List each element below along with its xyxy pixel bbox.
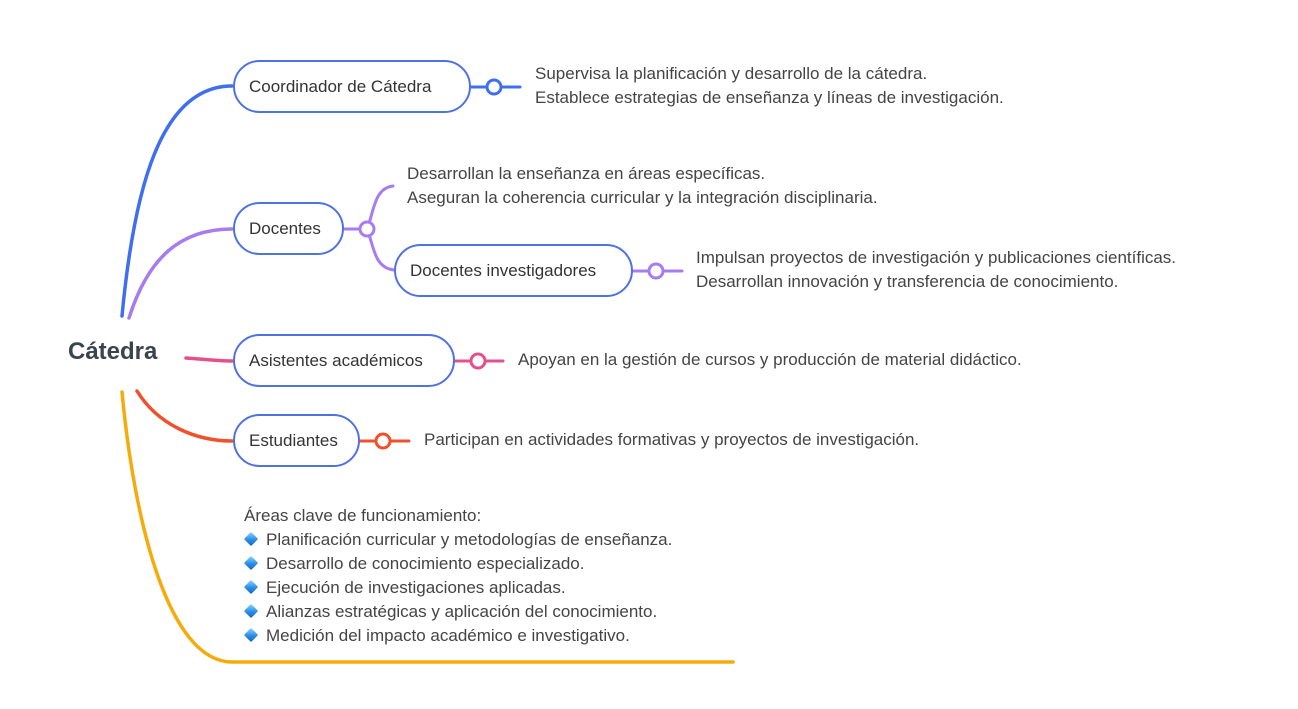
link-asistentes xyxy=(186,358,232,361)
topic-label: Docentes investigadores xyxy=(410,260,597,280)
list-item: Medición del impacto académico e investigativo. xyxy=(244,624,672,648)
list-item: Ejecución de investigaciones aplicadas. xyxy=(244,576,672,600)
link-estudiantes xyxy=(137,391,232,441)
diamond-bullet-icon xyxy=(244,532,258,546)
diamond-bullet-icon xyxy=(244,628,258,642)
list-item: Desarrollo de conocimiento especializado. xyxy=(244,552,672,576)
collapse-toggle-estudiantes[interactable] xyxy=(376,434,390,448)
note-line: Participan en actividades formativas y proyectos de investigación. xyxy=(424,430,920,449)
note-line: Supervisa la planificación y desarrollo de la cátedra. xyxy=(535,64,928,83)
list-item: Alianzas estratégicas y aplicación del conocimiento. xyxy=(244,600,672,624)
diamond-bullet-icon xyxy=(244,556,258,570)
collapse-toggle-docentes[interactable] xyxy=(360,222,374,236)
topic-asistentes[interactable] xyxy=(233,334,455,387)
note-line: Apoyan en la gestión de cursos y producción de material didáctico. xyxy=(518,350,1022,369)
diamond-bullet-icon xyxy=(244,580,258,594)
note-line: Impulsan proyectos de investigación y publicaciones científicas. xyxy=(696,248,1177,267)
topic-label: Docentes xyxy=(249,218,321,238)
list-item: Planificación curricular y metodologías de enseñanza. xyxy=(244,528,672,552)
root-topic[interactable]: Cátedra xyxy=(68,338,158,365)
note-line: Establece estrategias de enseñanza y líneas de investigación. xyxy=(535,88,1004,107)
topic-label: Asistentes académicos xyxy=(249,350,423,370)
topic-label: Coordinador de Cátedra xyxy=(249,76,432,96)
notes-docentes xyxy=(407,162,878,210)
notes-coordinador xyxy=(535,62,1004,110)
collapse-toggle-coordinador[interactable] xyxy=(487,80,501,94)
topic-docentes[interactable] xyxy=(233,202,344,255)
topic-estudiantes[interactable] xyxy=(233,414,360,467)
notes-estudiantes xyxy=(424,428,919,452)
diamond-bullet-icon xyxy=(244,604,258,618)
topic-coordinador[interactable] xyxy=(233,60,471,113)
notes-docentes-investigadores xyxy=(696,246,1176,294)
link-coordinador xyxy=(122,86,232,316)
notes-asistentes xyxy=(518,348,1022,372)
topic-docentes-investigadores[interactable] xyxy=(394,244,633,297)
note-line: Desarrollan innovación y transferencia de conocimiento. xyxy=(696,272,1119,291)
collapse-toggle-asistentes[interactable] xyxy=(471,354,485,368)
link-docentes xyxy=(129,229,232,318)
note-line: Aseguran la coherencia curricular y la integración disciplinaria. xyxy=(407,188,878,207)
collapse-toggle-investigadores[interactable] xyxy=(649,264,663,278)
note-line: Desarrollan la enseñanza en áreas específicas. xyxy=(407,164,766,183)
areas-heading: Áreas clave de funcionamiento: xyxy=(244,506,482,525)
topic-label: Estudiantes xyxy=(249,430,338,450)
topic-areas-clave[interactable] xyxy=(244,504,672,648)
